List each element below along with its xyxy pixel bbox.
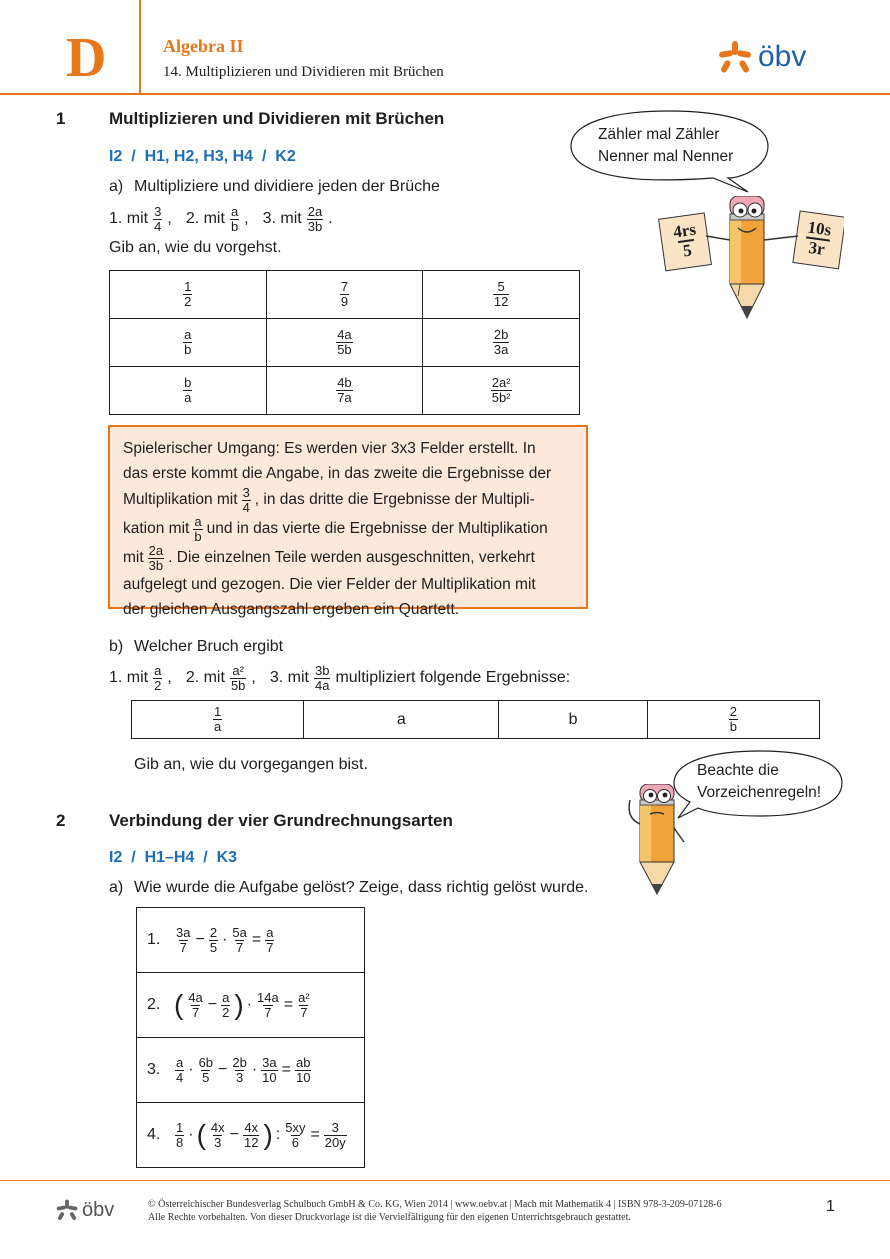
equation-row: 1. $\frac{3a}{7}$ − $\frac{2}{5}$ · $\frac{5a}{7}$ = $\frac{a}{7}$	[147, 924, 274, 955]
result-fraction: $\frac{2}{b}$	[729, 704, 737, 734]
fraction: $\frac{\text{a²}}{5b}$	[230, 662, 246, 693]
task2-codes: I2 / H1–H4 / K3	[109, 849, 238, 866]
header-title: Algebra II	[163, 36, 244, 56]
task1-a-text: Multipliziere und dividiere jeden der Brüche	[134, 178, 440, 195]
task1-number: 1	[56, 109, 66, 128]
task2-a-label: a)	[109, 879, 124, 896]
fraction-table	[109, 270, 580, 415]
footer-rights: Alle Rechte vorbehalten. Von dieser Druckvorlage ist die Vervielfältigung für den eigenen Unterrichtsgebrauch gestattet.	[148, 1212, 631, 1223]
equation-table	[136, 907, 365, 1168]
table-cell-fraction: $\frac{\text{2a²}}{\text{5b²}}$	[491, 375, 511, 405]
logo-text: öbv	[758, 40, 807, 73]
fraction: $\frac{a}{b}$	[230, 203, 239, 234]
result-value: a	[304, 701, 499, 739]
thinking-pencil-icon	[618, 784, 698, 898]
task1-b-multipliers: 1. mit $\frac{a}{2}$ , 2. mit $\frac{\text{a²}}{5b}$ , 3. mit $\frac{3b}{4a}$ multipliziert folgende Ergebnisse:	[109, 662, 571, 693]
hint-line: das erste kommt die Angabe, in das zweite die Ergebnisse der	[123, 464, 552, 482]
task2-number: 2	[56, 811, 66, 830]
table-cell-fraction: $\frac{7}{9}$	[340, 279, 349, 309]
task1-b-label: b)	[109, 638, 124, 655]
mult-prefix: 1. mit	[109, 210, 149, 227]
table-cell-fraction: $\frac{5}{12}$	[493, 279, 509, 309]
hint-line: kation mit $\frac{a}{b}$ und in das vierte die Ergebnisse der Multiplikation	[123, 514, 548, 544]
header-divider-vertical	[139, 0, 141, 94]
fraction: $\frac{3}{4}$	[154, 203, 162, 234]
footer-divider	[0, 1180, 890, 1181]
fraction: $\frac{2a}{3b}$	[307, 203, 323, 234]
equation-row: 3. $\frac{a}{4}$ · $\frac{6b}{5}$ − $\frac{2b}{3}$ · $\frac{3a}{10}$ = $\frac{ab}{10}$	[147, 1054, 311, 1085]
fraction: $\frac{a}{2}$	[154, 662, 162, 693]
task1-a-instruction: Gib an, wie du vorgehst.	[109, 239, 282, 256]
hint-line: Spielerischer Umgang: Es werden vier 3x3 Felder erstellt. In	[123, 440, 536, 457]
hint-line: mit $\frac{2a}{3b}$ . Die einzelnen Teile werden ausgeschnitten, verkehrt	[123, 543, 535, 573]
header-divider-horizontal	[0, 93, 890, 95]
table-cell-fraction: $\frac{b}{a}$	[184, 375, 192, 405]
hint-line: der gleichen Ausgangszahl ergeben ein Quartett.	[123, 600, 460, 618]
hint-box	[108, 425, 588, 618]
result-fraction: $\frac{1}{a}$	[214, 704, 222, 734]
task1-b-instruction: Gib an, wie du vorgegangen bist.	[134, 756, 368, 773]
equation-row: 2. ( $\frac{4a}{7}$ − $\frac{a}{2}$ ) · $\frac{14a}{7}$ = $\frac{\text{a²}}{7}$	[147, 989, 310, 1020]
card-right-fraction: 10s 3r	[794, 217, 843, 261]
footer-logo: öbv	[56, 1199, 114, 1221]
table-cell-fraction: $\frac{a}{b}$	[184, 327, 192, 357]
publisher-logo	[718, 40, 806, 74]
mult-prefix: 3. mit	[262, 210, 302, 227]
task1-b-text: Welcher Bruch ergibt	[134, 638, 284, 655]
task1-codes: I2 / H1, H2, H3, H4 / K2	[109, 148, 296, 165]
fraction: $\frac{3b}{4a}$	[314, 662, 330, 693]
footer-copyright: © Österreichischer Bundesverlag Schulbuch GmbH & Co. KG, Wien 2014 | www.oebv.at | Mach mit Mathematik 4 | ISBN 978-3-209-07128-6	[148, 1199, 722, 1210]
asterisk-logo-icon	[718, 40, 752, 74]
table-cell-fraction: $\frac{4a}{5b}$	[337, 327, 352, 357]
header-subtitle: 14. Multiplizieren und Dividieren mit Brüchen	[163, 64, 444, 80]
table-cell-fraction: $\frac{1}{2}$	[184, 279, 192, 309]
hint-line: aufgelegt und gezogen. Die vier Felder der Multiplikation mit	[123, 576, 536, 593]
speech-bubble-1-text: Zähler mal Zähler Nenner mal Nenner	[598, 126, 734, 165]
results-table	[131, 700, 820, 739]
table-cell-fraction: $\frac{2b}{3a}$	[493, 327, 509, 357]
page-number: 1	[826, 1198, 835, 1215]
asterisk-logo-icon	[56, 1199, 78, 1221]
table-cell-fraction: $\frac{4b}{7a}$	[337, 375, 352, 405]
result-value: b	[499, 701, 647, 739]
task1-a-label: a)	[109, 178, 124, 195]
card-left-fraction: 4rs 5	[671, 219, 698, 261]
equation-row: 4. $\frac{1}{8}$ · ( $\frac{4x}{3}$ − $\frac{4x}{12}$ ) : $\frac{5xy}{6}$ = $\frac{3}{20y}$	[147, 1119, 346, 1150]
task2-title: Verbindung der vier Grundrechnungsarten	[109, 811, 453, 830]
hint-line: Multiplikation mit $\frac{3}{4}$ , in das dritte die Ergebnisse der Multipli-	[123, 485, 535, 515]
speech-bubble-2-text: Beachte die Vorzeichenregeln!	[697, 762, 822, 801]
mult-prefix: 2. mit	[185, 210, 225, 227]
chapter-letter: D	[66, 27, 107, 89]
task2-a-text: Wie wurde die Aufgabe gelöst? Zeige, dass richtig gelöst wurde.	[134, 879, 589, 896]
task1-a-multipliers: 1. mit $\frac{3}{4}$ , 2. mit $\frac{a}{b}$ , 3. mit $\frac{2a}{3b}$ .	[109, 203, 333, 234]
task1-title: Multiplizieren und Dividieren mit Brüchen	[109, 109, 445, 128]
